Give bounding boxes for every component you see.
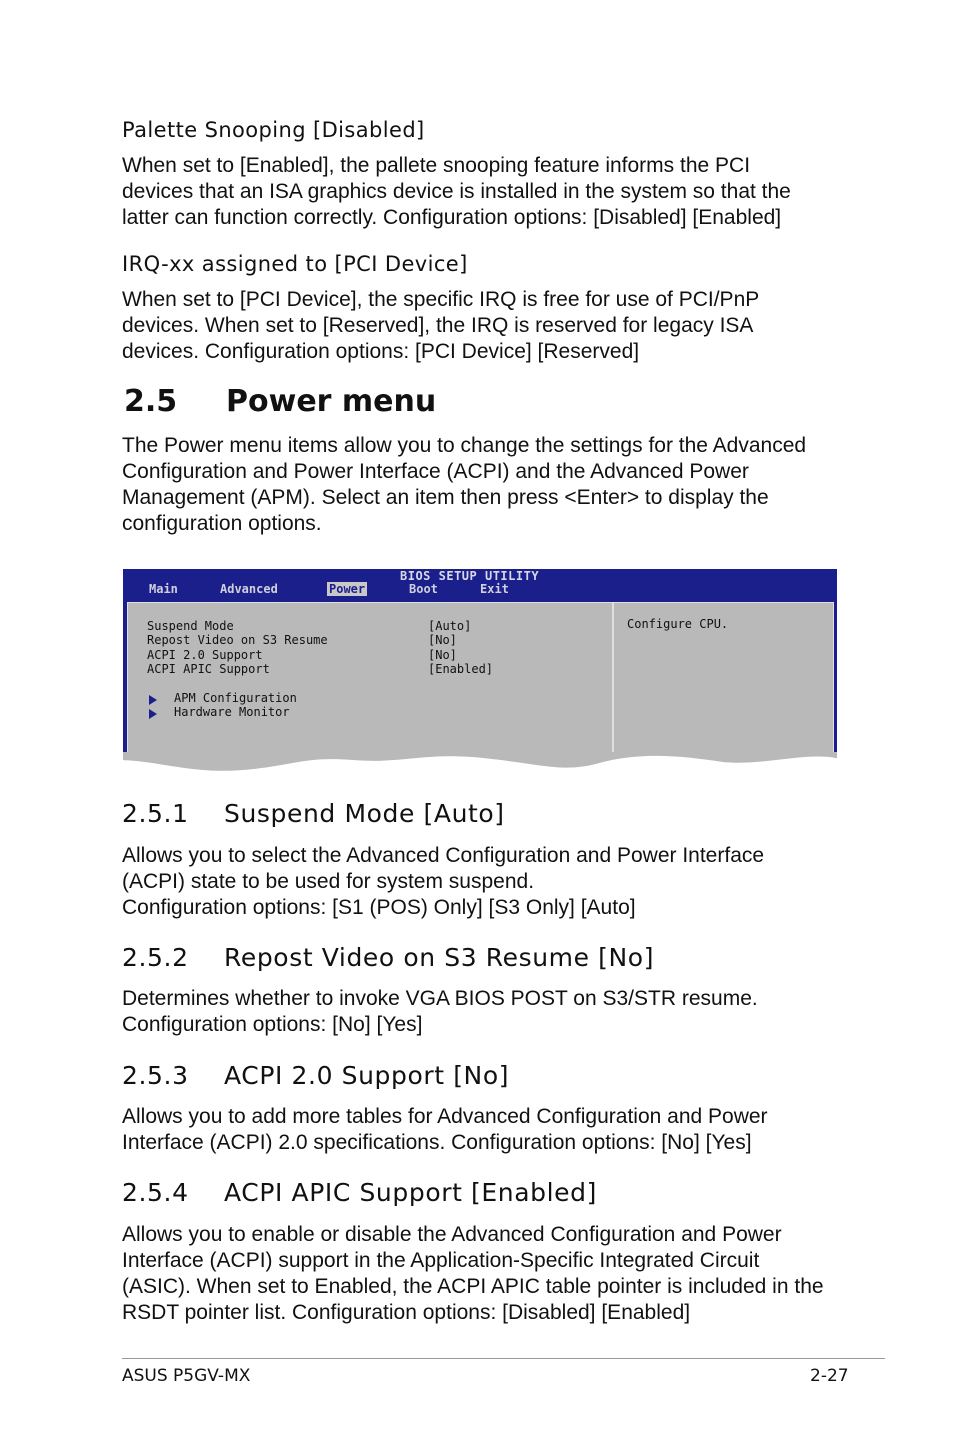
paragraph-line: Determines whether to invoke VGA BIOS POST on S3/STR resume.	[122, 987, 758, 1010]
bios-menu-exit: Exit	[480, 582, 509, 596]
paragraph-line: devices. When set to [Reserved], the IRQ is reserved for legacy ISA	[122, 314, 754, 337]
paragraph-line: Configuration options: [No] [Yes]	[122, 1013, 423, 1036]
subsection-number: 2.5.1	[122, 799, 189, 828]
paragraph-line: Configuration and Power Interface (ACPI) and the Advanced Power	[122, 460, 749, 483]
section-title-text: Power menu	[226, 384, 437, 419]
bios-item-value: [No]	[428, 633, 457, 647]
irq-text	[122, 287, 842, 365]
paragraph-line: Allows you to enable or disable the Advanced Configuration and Power	[122, 1223, 782, 1246]
subsection-title: Suspend Mode [Auto]	[224, 799, 505, 828]
section-title	[124, 384, 436, 419]
paragraph-line: Management (APM). Select an item then press <Enter> to display the	[122, 486, 769, 509]
paragraph-line: configuration options.	[122, 512, 322, 535]
bios-menu-boot: Boot	[409, 582, 438, 596]
subsection-text-252	[122, 986, 842, 1038]
paragraph-line: devices. Configuration options: [PCI Device] [Reserved]	[122, 340, 640, 363]
paragraph-line: devices that an ISA graphics device is installed in the system so that the	[122, 180, 791, 203]
footer-divider	[122, 1358, 885, 1359]
paragraph-line: Interface (ACPI) support in the Application-Specific Integrated Circuit	[122, 1249, 760, 1272]
paragraph-line: When set to [PCI Device], the specific IRQ is free for use of PCI/PnP	[122, 288, 760, 311]
subsection-text-251	[122, 843, 842, 921]
torn-edge	[123, 752, 837, 792]
submenu-arrow-icon	[149, 709, 157, 719]
bios-item-label: Suspend Mode	[147, 619, 234, 633]
footer-page-number: 2-27	[810, 1366, 849, 1386]
footer-product: ASUS P5GV-MX	[122, 1366, 251, 1386]
paragraph-line: RSDT pointer list. Configuration options: [Disabled] [Enabled]	[122, 1301, 691, 1324]
subsection-title: ACPI 2.0 Support [No]	[224, 1061, 510, 1090]
paragraph-line: The Power menu items allow you to change the settings for the Advanced	[122, 434, 807, 457]
paragraph-line: Interface (ACPI) 2.0 specifications. Configuration options: [No] [Yes]	[122, 1131, 752, 1154]
bios-screenshot	[123, 569, 837, 783]
bios-title: BIOS SETUP UTILITY	[400, 569, 540, 583]
subsection-heading-251	[122, 799, 505, 828]
subsection-number: 2.5.3	[122, 1061, 189, 1090]
paragraph-line: (ACPI) state to be used for system suspend.	[122, 870, 535, 893]
bios-item-value: [No]	[428, 648, 457, 662]
subsection-heading-253	[122, 1061, 509, 1090]
paragraph-line: When set to [Enabled], the pallete snooping feature informs the PCI	[122, 154, 751, 177]
bios-menu-power: Power	[329, 582, 366, 596]
subsection-number: 2.5.2	[122, 943, 189, 972]
bios-item-label: Repost Video on S3 Resume	[147, 633, 328, 647]
paragraph-line: latter can function correctly. Configuration options: [Disabled] [Enabled]	[122, 206, 782, 229]
subsection-heading-252	[122, 943, 654, 972]
bios-menu-main: Main	[149, 582, 178, 596]
palette-snooping-text	[122, 153, 842, 231]
paragraph-line: (ASIC). When set to Enabled, the ACPI APIC table pointer is included in the	[122, 1275, 824, 1298]
palette-snooping-heading: Palette Snooping [Disabled]	[122, 118, 425, 142]
bios-item-value: [Enabled]	[428, 662, 494, 676]
submenu-arrow-icon	[149, 695, 157, 705]
paragraph-line: Allows you to add more tables for Advanced Configuration and Power	[122, 1105, 768, 1128]
bios-item-label: ACPI APIC Support	[147, 662, 270, 676]
power-intro-text	[122, 433, 842, 537]
paragraph-line: Allows you to select the Advanced Configuration and Power Interface	[122, 844, 765, 867]
bios-submenu-apm: APM Configuration	[174, 691, 297, 705]
bios-item-value: [Auto]	[428, 619, 472, 633]
bios-item-label: ACPI 2.0 Support	[147, 648, 263, 662]
bios-menu-advanced: Advanced	[220, 582, 278, 596]
bios-help-text: Configure CPU.	[627, 617, 729, 631]
subsection-heading-254	[122, 1178, 597, 1207]
subsection-text-254	[122, 1222, 862, 1326]
subsection-number: 2.5.4	[122, 1178, 189, 1207]
bios-submenu-hardware-monitor: Hardware Monitor	[174, 705, 290, 719]
paragraph-line: Configuration options: [S1 (POS) Only] [S3 Only] [Auto]	[122, 896, 636, 919]
subsection-title: ACPI APIC Support [Enabled]	[224, 1178, 597, 1207]
subsection-title: Repost Video on S3 Resume [No]	[224, 943, 655, 972]
bios-menu-bar	[123, 569, 837, 598]
subsection-text-253	[122, 1104, 842, 1156]
section-number: 2.5	[124, 384, 178, 419]
irq-heading: IRQ-xx assigned to [PCI Device]	[122, 252, 468, 276]
